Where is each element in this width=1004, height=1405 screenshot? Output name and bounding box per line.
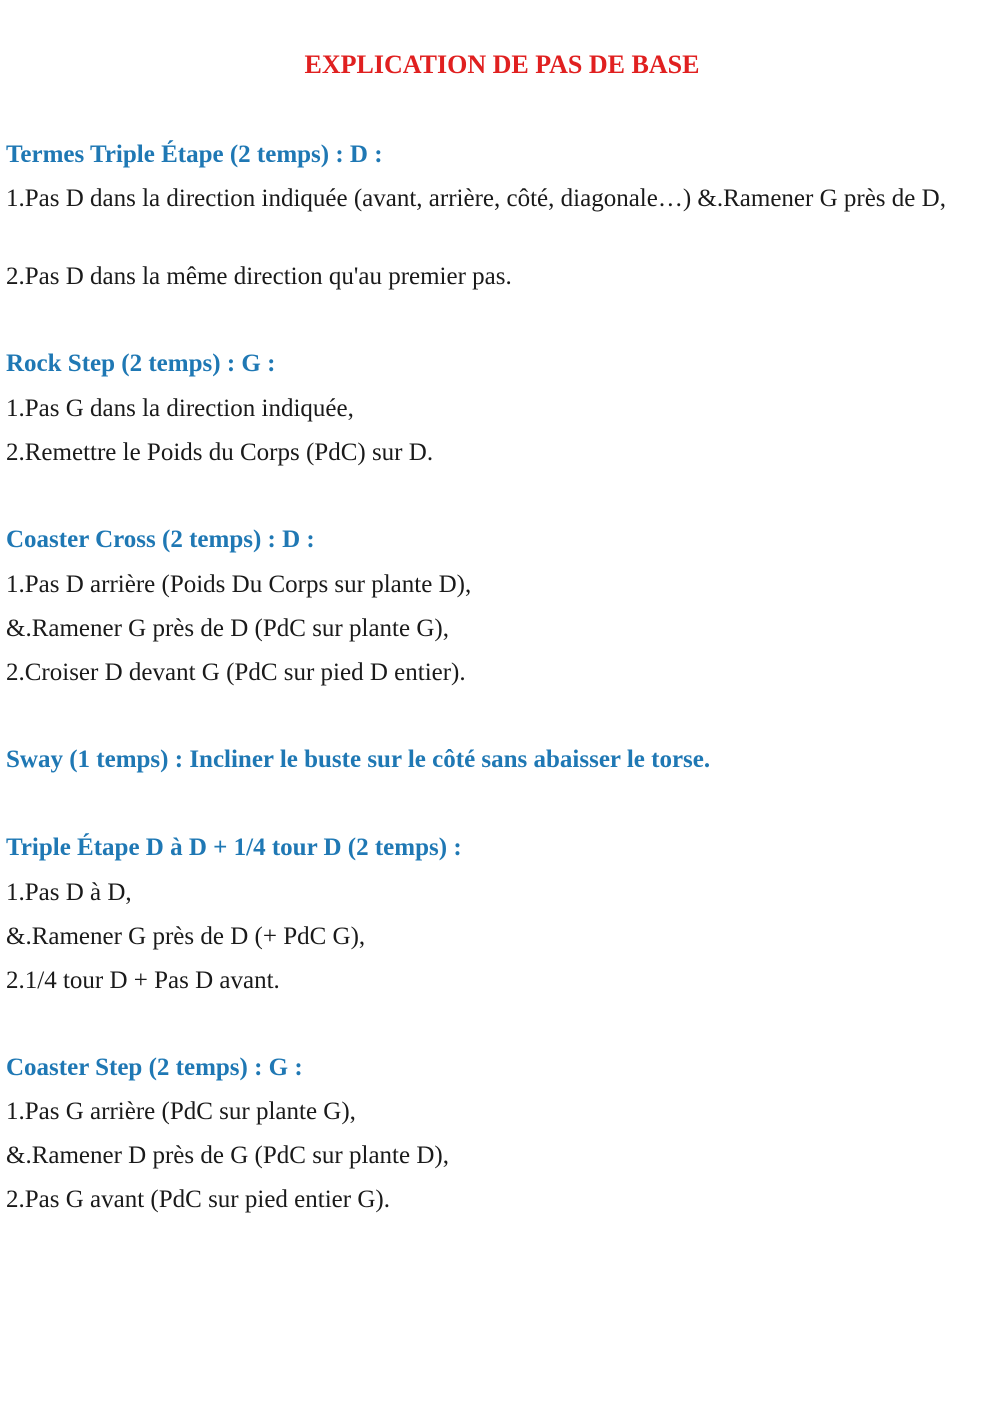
section-heading-coaster-step: Coaster Step (2 temps) : G : bbox=[6, 1054, 303, 1081]
section-line: 1.Pas G dans la direction indiquée, bbox=[6, 395, 354, 422]
document-title: EXPLICATION DE PAS DE BASE bbox=[304, 50, 700, 79]
section-line: 2.Pas G avant (PdC sur pied entier G). bbox=[6, 1186, 390, 1213]
section-line: 2.1/4 tour D + Pas D avant. bbox=[6, 967, 280, 994]
section-line: 2.Pas D dans la même direction qu'au premier pas. bbox=[6, 263, 512, 290]
section-heading-rock-step: Rock Step (2 temps) : G : bbox=[6, 350, 276, 377]
section-line: 1.Pas D dans la direction indiquée (avant, arrière, côté, diagonale…) &.Ramener G près de D, bbox=[6, 185, 946, 212]
section-line: 1.Pas D à D, bbox=[6, 879, 132, 906]
section-heading-triple-etape: Termes Triple Étape (2 temps) : D : bbox=[6, 141, 383, 168]
section-line: &.Ramener G près de D (PdC sur plante G), bbox=[6, 615, 449, 642]
section-line: 2.Remettre le Poids du Corps (PdC) sur D. bbox=[6, 439, 434, 466]
section-line: 2.Croiser D devant G (PdC sur pied D entier). bbox=[6, 659, 466, 686]
section-heading-coaster-cross: Coaster Cross (2 temps) : D : bbox=[6, 526, 315, 553]
section-line: &.Ramener G près de D (+ PdC G), bbox=[6, 923, 366, 950]
section-line: 1.Pas G arrière (PdC sur plante G), bbox=[6, 1098, 356, 1125]
section-heading-sway: Sway (1 temps) : Incliner le buste sur le côté sans abaisser le torse. bbox=[6, 746, 711, 773]
section-heading-triple-etape-quarter-turn: Triple Étape D à D + 1/4 tour D (2 temps) : bbox=[6, 834, 462, 861]
section-line: &.Ramener D près de G (PdC sur plante D), bbox=[6, 1142, 449, 1169]
section-line: 1.Pas D arrière (Poids Du Corps sur plante D), bbox=[6, 571, 472, 598]
